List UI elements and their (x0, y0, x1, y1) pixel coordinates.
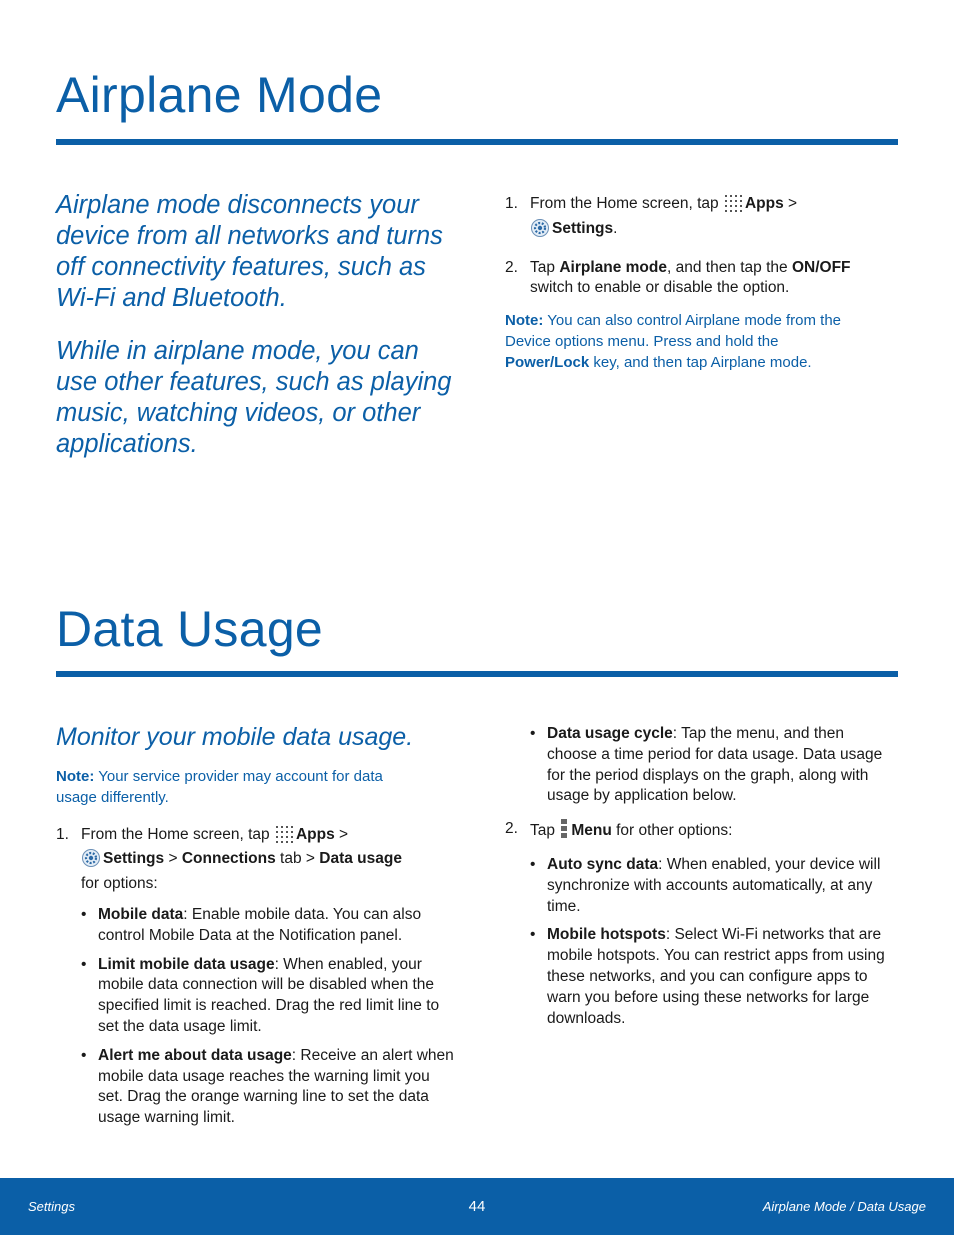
note-text: You can also control Airplane mode from the Device options menu. Press and hold the (505, 312, 842, 350)
step-text: tab > (280, 850, 315, 868)
step-number: 1. (56, 825, 69, 843)
footer-topic-label: Airplane Mode / Data Usage (762, 1199, 926, 1214)
bullet: • (530, 926, 536, 944)
step-text: switch to enable or disable the option. (530, 279, 790, 297)
bullet: • (530, 725, 536, 742)
data-usage-lead: Monitor your mobile data usage. (56, 723, 414, 751)
power-lock-label: Power/Lock (505, 353, 590, 371)
list-item (81, 1046, 456, 1129)
settings-gear-icon (82, 849, 100, 874)
data-usage-left-column (56, 722, 456, 1141)
separator: > (339, 825, 349, 843)
option-name: Data usage cycle (547, 725, 673, 742)
list-item (81, 955, 456, 1038)
settings-gear-icon (531, 219, 549, 244)
page-number: 44 (468, 1198, 486, 1215)
apps-label: Apps (295, 825, 335, 843)
step-number: 2. (505, 820, 518, 838)
note-block (56, 767, 426, 809)
step-text: From the Home screen, tap (530, 195, 719, 212)
step-text: , and then tap the (666, 258, 788, 276)
data-usage-label: Data usage (319, 850, 402, 868)
page-title-airplane-mode: Airplane Mode (56, 67, 383, 123)
airplane-mode-label: Airplane mode (559, 258, 667, 276)
menu-label: Menu (571, 822, 612, 840)
page-title-data-usage: Data Usage (56, 601, 324, 657)
step-item (505, 819, 897, 1029)
separator: > (788, 195, 798, 212)
settings-label: Settings (103, 850, 165, 868)
apps-grid-icon (275, 825, 293, 850)
option-description: : When enabled, your mobile data connection will be disabled when the specified limit is reached. Drag the red limit line to set the data usage limit. (98, 955, 440, 1035)
menu-dots-icon (560, 819, 568, 846)
section-divider (56, 139, 898, 145)
note-block (505, 311, 855, 373)
option-description: : Enable mobile data. You can also control Mobile Data at the Notification panel. (98, 905, 422, 944)
intro-paragraph: Airplane mode disconnects your device from all networks and turns off connectivity features, such as Wi-Fi and Bluetooth. (56, 191, 443, 312)
apps-grid-icon (724, 194, 742, 219)
list-item (530, 855, 897, 917)
option-description: : Select Wi-Fi networks that are mobile hotspots. You can restrict apps from using these networks, and you can configure apps to warn you before using these networks for large downloads. (547, 926, 885, 1027)
note-label: Note: (56, 768, 95, 785)
note-label: Note: (505, 312, 544, 330)
option-name: Mobile hotspots (547, 926, 666, 944)
option-name: Mobile data (98, 905, 184, 923)
note-text: Your service provider may account for data usage differently. (56, 768, 383, 806)
section-divider (56, 671, 898, 677)
step-text: From the Home screen, tap (81, 825, 270, 843)
option-name: Alert me about data usage (98, 1046, 292, 1064)
page-footer (0, 1178, 954, 1235)
option-description: : Receive an alert when mobile data usage reaches the warning limit you set. Drag the orange warning line to set the data usage warning limit. (98, 1046, 454, 1127)
step-item (56, 825, 456, 1129)
bullet: • (530, 855, 536, 873)
option-description: : When enabled, your device will synchronize with accounts automatically, at any time. (547, 855, 881, 915)
step-number: 1. (505, 195, 518, 212)
list-item (530, 724, 897, 807)
step-text: Tap (530, 258, 555, 276)
note-text: key, and then tap Airplane mode. (593, 353, 812, 371)
airplane-steps (505, 194, 895, 374)
intro-paragraph: While in airplane mode, you can use other features, such as playing music, watching videos, or other applications. (56, 337, 452, 458)
step-item (505, 194, 895, 244)
connections-label: Connections (181, 850, 276, 868)
separator: > (168, 850, 178, 868)
option-description: : Tap the menu, and then choose a time period for data usage. Data usage for the period displays on the graph, along with usage by application below. (547, 725, 883, 805)
settings-label: Settings (552, 219, 614, 237)
footer-section-label: Settings (28, 1199, 75, 1214)
airplane-intro (56, 190, 456, 460)
step-number: 2. (505, 258, 518, 276)
option-name: Limit mobile data usage (98, 955, 275, 973)
step-text: for other options: (616, 822, 733, 840)
on-off-label: ON/OFF (791, 258, 851, 276)
list-item (81, 905, 456, 947)
apps-label: Apps (744, 195, 784, 212)
bullet: • (81, 955, 87, 973)
data-usage-right-column (505, 724, 897, 1041)
option-name: Auto sync data (547, 855, 659, 873)
step-item (505, 258, 895, 300)
bullet: • (81, 905, 87, 923)
options-list (81, 905, 456, 1129)
step-text: for options: (81, 875, 158, 893)
list-item (530, 925, 897, 1029)
options-list (530, 855, 897, 1029)
punctuation: . (613, 219, 618, 237)
bullet: • (81, 1046, 87, 1064)
step-text: Tap (530, 822, 555, 840)
